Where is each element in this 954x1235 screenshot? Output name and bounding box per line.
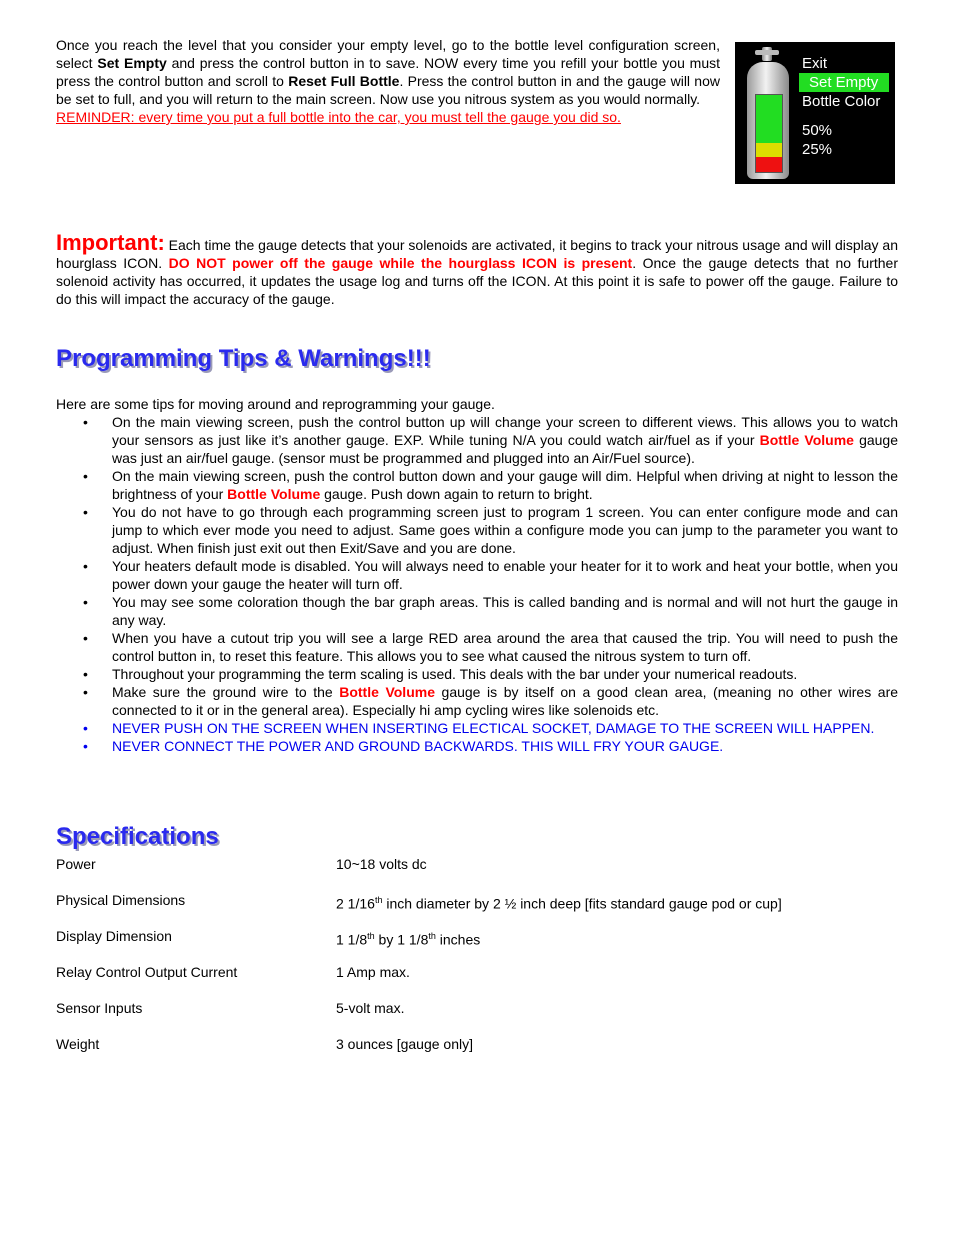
bottle-level-red [756, 157, 782, 172]
important-paragraph [56, 230, 899, 308]
spec-row-relay-current [56, 963, 898, 999]
spec-label: Display Dimension [56, 928, 172, 944]
specifications-table [56, 855, 898, 1071]
spec-row-power [56, 855, 898, 891]
set-empty-term: Set Empty [97, 55, 167, 71]
intro-text-3: . Press the control button in and the gauge will now be set to full, and you will return to the main screen. Now use you nitrous system as you would normally. [56, 73, 720, 107]
gauge-screen-image [735, 42, 895, 184]
menu-item-50: 50% [802, 122, 833, 139]
bottle-level-yellow [756, 143, 782, 157]
spec-label: Power [56, 856, 96, 872]
bullet-icon: • [83, 558, 88, 574]
spec-value: 1 1/8th by 1 1/8th inches [336, 931, 481, 948]
intro-section [56, 36, 898, 206]
important-text-2: . Once the gauge detects that no further solenoid activity has occurred, it updates the usage log and turns off the ICON. At this point it is safe to power off the gauge. Failure to do this will impact the accuracy of the gauge. [56, 255, 899, 307]
list-item: • You may see some coloration though the bar graph areas. This is called banding and is normal and will not hurt the gauge in any way. [83, 594, 898, 628]
menu-item-bottle-color: Bottle Color [802, 93, 881, 110]
bullet-icon: • [83, 504, 88, 520]
bullet-icon: • [83, 594, 88, 610]
spec-value: 3 ounces [gauge only] [336, 1036, 473, 1052]
bottle-level-green [756, 95, 782, 143]
spec-value: 10~18 volts dc [336, 856, 427, 872]
gauge-menu [799, 54, 889, 159]
important-warning: DO NOT power off the gauge while the hourglass ICON is present [168, 255, 633, 271]
bullet-icon: • [83, 468, 88, 484]
spec-value: 2 1/16th inch diameter by 2 ½ inch deep [fits standard gauge pod or cup] [336, 895, 782, 912]
important-text-1: Each time the gauge detects that your solenoids are activated, it begins to track your nitrous usage and will display an hourglass ICON. [56, 237, 898, 271]
menu-item-set-empty: Set Empty [799, 73, 889, 92]
spec-label: Relay Control Output Current [56, 964, 238, 980]
spec-label: Physical Dimensions [56, 892, 186, 908]
product-name: Bottle Volume [227, 486, 321, 502]
list-item: • You do not have to go through each programming screen just to program 1 screen. You can enter configure mode and can jump to which ever mode you need to adjust. Same goes within a configure mode you can jump to the parameter you want to adjust. When finish just exit out then Exit/Save and you are done. [83, 504, 898, 556]
list-item-warning: • NEVER PUSH ON THE SCREEN WHEN INSERTING ELECTICAL SOCKET, DAMAGE TO THE SCREEN WILL HAPPEN. [83, 720, 875, 736]
list-item: • On the main viewing screen, push the control button up will change your screen to different views. This allows you to watch your sensors as just like it’s another gauge. EXP. While tuning N/A you could watch air/fuel as if your Bottle Volume gauge was just an air/fuel gauge. (sensor must be programmed and plugged into an Air/Fuel source). [83, 414, 898, 466]
spec-row-display-dimension [56, 927, 898, 963]
product-name: Bottle Volume [759, 432, 854, 448]
intro-paragraph [56, 36, 720, 126]
list-item: • Throughout your programming the term scaling is used. This deals with the bar under your numerical readouts. [83, 666, 798, 682]
bullet-icon: • [83, 630, 88, 646]
list-item: • When you have a cutout trip you will see a large RED area around the area that caused the trip. You will need to push the control button in, to reset this feature. This allows you to see what caused the nitrous system to turn off. [83, 630, 898, 664]
reset-full-bottle-term: Reset Full Bottle [288, 73, 400, 89]
bottle-cap-icon [755, 50, 779, 55]
page [56, 36, 898, 1071]
list-item-warning: • NEVER CONNECT THE POWER AND GROUND BACKWARDS. THIS WILL FRY YOUR GAUGE. [83, 738, 724, 754]
spec-label: Sensor Inputs [56, 1000, 143, 1016]
menu-item-25: 25% [802, 141, 833, 158]
list-item: • Your heaters default mode is disabled. You will always need to enable your heater for it to work and heat your bottle, when you power down your gauge the heater will turn off. [83, 558, 898, 592]
bullet-icon: • [83, 414, 88, 430]
bullet-icon: • [83, 738, 88, 754]
spec-row-sensor-inputs [56, 999, 898, 1035]
specifications-heading: Specifications [56, 823, 219, 850]
bullet-icon: • [83, 666, 88, 682]
spec-row-physical-dimensions [56, 891, 898, 927]
important-heading: Important: [56, 230, 165, 255]
tips-list [56, 413, 898, 755]
tips-heading: Programming Tips & Warnings!!! [56, 345, 431, 372]
list-item: • Make sure the ground wire to the Bottle Volume gauge is by itself on a good clean area, (meaning no other wires are connected to it or in the general area). Especially hi amp cycling wires like solenoids etc. [83, 684, 899, 718]
tips-intro: Here are some tips for moving around and reprogramming your gauge. [56, 396, 495, 412]
menu-item-exit: Exit [802, 55, 828, 72]
spec-label: Weight [56, 1036, 100, 1052]
spec-row-weight [56, 1035, 898, 1071]
spec-value: 1 Amp max. [336, 964, 410, 980]
list-item: • On the main viewing screen, push the control button down and your gauge will dim. Helpful when driving at night to lesson the brightness of your Bottle Volume gauge. Push down again to return to bright. [83, 468, 898, 502]
intro-text-1: Once you reach the level that you consider your empty level, go to the bottle level configuration screen, select [56, 37, 720, 71]
bullet-icon: • [83, 720, 88, 736]
intro-text-2: and press the control button in to save. NOW every time you refill your bottle you must press the control button and scroll to [56, 55, 721, 89]
nitrous-bottle-icon [747, 62, 789, 179]
bottle-level-bar [755, 94, 783, 173]
spec-value: 5-volt max. [336, 1000, 405, 1016]
product-name: Bottle Volume [339, 684, 435, 700]
reminder-text: REMINDER: every time you put a full bottle into the car, you must tell the gauge you did so. [56, 109, 621, 125]
bullet-icon: • [83, 684, 88, 700]
